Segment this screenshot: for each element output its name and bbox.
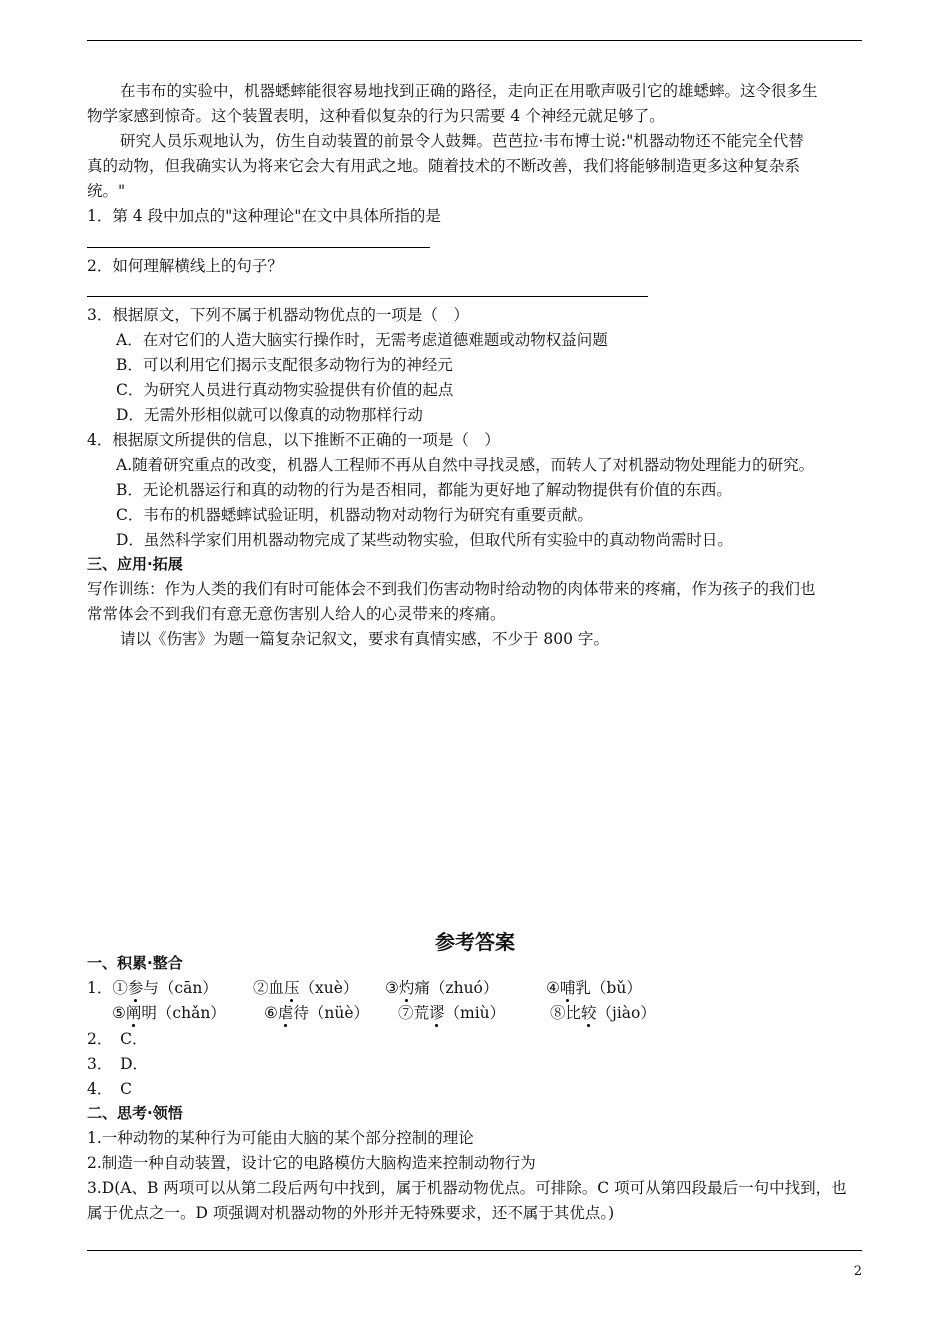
answer-2: 2． C． (87, 1030, 148, 1048)
pinyin-item-4: ④哺乳（bǔ） (546, 979, 642, 997)
pinyin-item-1: 1．①参与（cān） (87, 979, 218, 997)
answer-b3-line2: 属于优点之一。D 项强调对机器动物的外形并无特殊要求，还不属于其优点。) (87, 1204, 615, 1222)
question-4-option-c: C．韦布的机器蟋蟀试验证明，机器动物对动物行为研究有重要贡献。 (116, 506, 593, 524)
answer-b2: 2.制造一种自动装置，设计它的电路模仿大脑构造来控制动物行为 (87, 1154, 536, 1172)
question-4-option-b: B．无论机器运行和真的动物的行为是否相同，都能为更好地了解动物提供有价值的东西。 (116, 481, 732, 499)
pinyin-item-3: ③灼痛（zhuó） (385, 979, 499, 997)
passage-p2-line3: 统。" (87, 182, 126, 200)
question-3-option-b: B．可以利用它们揭示支配很多动物行为的神经元 (116, 356, 453, 374)
answer-b1: 1.一种动物的某种行为可能由大脑的某个部分控制的理论 (87, 1129, 474, 1147)
writing-task-line2: 常常体会不到我们有意无意伤害别人给人的心灵带来的疼痛。 (87, 605, 506, 623)
section-3-heading: 三、应用·拓展 (87, 555, 183, 573)
writing-task-line3: 请以《伤害》为题一篇复杂记叙文，要求有真情实感，不少于 800 字。 (120, 630, 609, 648)
footer-rule (87, 1250, 862, 1251)
pinyin-item-8: ⑧比较（jiào） (550, 1004, 656, 1022)
header-rule (87, 40, 862, 41)
pinyin-item-5: ⑤阐明（chǎn） (112, 1004, 226, 1022)
answer-blank-1 (87, 247, 430, 248)
passage-p1-line2: 物学家感到惊奇。这个装置表明，这种看似复杂的行为只需要 4 个神经元就足够了。 (87, 107, 665, 125)
question-3: 3．根据原文，下列不属于机器动物优点的一项是（ ） (87, 306, 469, 324)
question-3-option-a: A．在对它们的人造大脑实行操作时，无需考虑道德难题或动物权益问题 (116, 331, 608, 349)
question-1: 1．第 4 段中加点的"这种理论"在文中具体所指的是 (87, 207, 441, 225)
question-3-option-c: C．为研究人员进行真动物实验提供有价值的起点 (116, 381, 454, 399)
answer-b3-line1: 3.D(A、B 两项可以从第二段后两句中找到，属于机器动物优点。可排除。C 项可从第四段最后一句中找到，也 (87, 1179, 847, 1197)
passage-p1-line1: 在韦布的实验中，机器蟋蟀能很容易地找到正确的路径，走向正在用歌声吸引它的雄蟋蟀。这令很多生 (120, 82, 818, 100)
pinyin-item-2: ②血压（xuè） (253, 979, 359, 997)
answer-4: 4． C (87, 1080, 132, 1098)
question-4-option-d: D．虽然科学家们用机器动物完成了某些动物实验，但取代所有实验中的真动物尚需时日。 (116, 531, 733, 549)
pinyin-item-7: ⑦荒谬（miù） (398, 1004, 506, 1022)
answers-section-2-heading: 二、思考·领悟 (87, 1104, 183, 1122)
pinyin-item-6: ⑥虐待（nüè） (264, 1004, 370, 1022)
answer-3: 3． D． (87, 1055, 149, 1073)
question-3-option-d: D．无需外形相似就可以像真的动物那样行动 (116, 406, 423, 424)
passage-p2-line1: 研究人员乐观地认为，仿生自动装置的前景令人鼓舞。芭芭拉·韦布博士说:"机器动物还不能完全代替 (120, 132, 804, 150)
answers-section-1-heading: 一、积累·整合 (87, 954, 183, 972)
question-4: 4．根据原文所提供的信息，以下推断不正确的一项是（ ） (87, 431, 500, 449)
writing-task-line1: 写作训练：作为人类的我们有时可能体会不到我们伤害动物时给动物的肉体带来的疼痛，作为孩子的我们也 (87, 580, 816, 598)
page-number: 2 (853, 1264, 862, 1279)
passage-p2-line2: 真的动物，但我确实认为将来它会大有用武之地。随着技术的不断改善，我们将能够制造更多这种复杂系 (87, 157, 801, 175)
answer-blank-2 (87, 296, 648, 297)
answers-title: 参考答案 (435, 930, 515, 954)
question-4-option-a: A.随着研究重点的改变，机器人工程师不再从自然中寻找灵感，而转人了对机器动物处理能力的研究。 (116, 456, 815, 474)
question-2: 2．如何理解横线上的句子？ (87, 257, 283, 275)
